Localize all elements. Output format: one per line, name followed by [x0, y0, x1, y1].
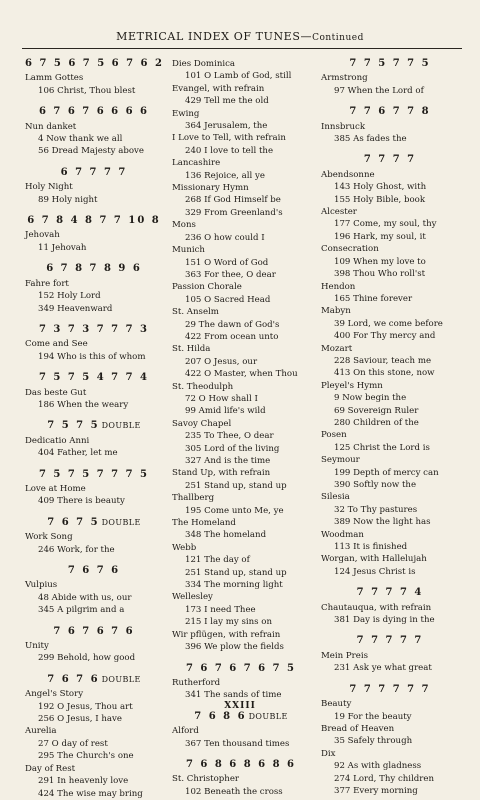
hymn-entry: 106 Christ, Thou blest	[38, 85, 136, 96]
tune-name: Worgan, with Hallelujah	[321, 554, 427, 565]
hymn-entry: 345 A pilgrim and a	[38, 605, 125, 616]
hymn-entry: 92 As with gladness	[334, 761, 422, 772]
meter-heading	[321, 106, 459, 118]
hymn-entry: 56 Dread Majesty above	[38, 146, 144, 157]
tune-name: Unity	[25, 641, 49, 652]
hymn-entry: 268 If God Himself be	[185, 195, 281, 206]
hymn-entry: 125 Christ the Lord is	[334, 442, 430, 453]
meter-numbers: 7 7 6 7 7 8	[349, 106, 431, 118]
meter-heading	[25, 469, 163, 481]
tune-name: Wellesley	[172, 592, 213, 603]
meter-heading	[25, 167, 163, 179]
hymn-entry: 69 Sovereign Ruler	[334, 405, 419, 416]
hymn-entry: 11 Jehovah	[38, 242, 87, 253]
meter-heading	[25, 420, 163, 432]
index-column-3	[321, 58, 459, 797]
tune-name: Lamm Gottes	[25, 73, 84, 84]
index-column-1	[25, 58, 163, 800]
hymn-entry: 207 O Jesus, our	[185, 356, 258, 367]
hymn-entry: 413 On this stone, now	[334, 368, 435, 379]
continued-label: Continued	[312, 33, 364, 43]
hymn-entry: 236 O how could I	[185, 232, 265, 243]
hymn-entry: 377 Every morning	[334, 785, 418, 796]
tune-name: Alford	[172, 726, 199, 737]
hymn-entry: 381 Day is dying in the	[334, 615, 435, 626]
tune-name: Seymour	[321, 455, 360, 466]
page-number: XXIII	[224, 701, 256, 711]
hymn-entry: 389 Now the light has	[334, 517, 431, 528]
hymn-entry: 192 O Jesus, Thou art	[38, 701, 133, 712]
hymn-entry: 4 Now thank we all	[38, 134, 123, 145]
hymn-entry: 305 Lord of the living	[185, 443, 280, 454]
hymn-entry: 251 Stand up, stand up	[185, 480, 287, 491]
tune-name: Passion Chorale	[172, 282, 242, 293]
hymn-entry: 385 As fades the	[334, 134, 407, 145]
tune-name: St. Anselm	[172, 307, 219, 318]
meter-double-label: DOUBLE	[101, 517, 141, 527]
hymn-entry: 196 Hark, my soul, it	[334, 231, 426, 242]
meter-numbers: 7 6 8 6 8 6 8 6	[185, 758, 297, 770]
tune-name: Evangel, with refrain	[172, 83, 265, 94]
meter-heading	[172, 663, 310, 675]
meter-heading	[321, 587, 459, 599]
hymn-entry: 177 Come, my soul, thy	[334, 219, 437, 230]
tune-name: Consecration	[321, 244, 379, 255]
meter-heading	[25, 372, 163, 384]
tune-name: Savoy Chapel	[172, 418, 232, 429]
tune-name: Webb	[172, 542, 197, 553]
hymn-entry: 124 Jesus Christ is	[334, 566, 416, 577]
tune-name: Nun danket	[25, 121, 77, 132]
hymn-entry: 228 Saviour, teach me	[334, 355, 432, 366]
hymn-entry: 390 Softly now the	[334, 480, 417, 490]
tune-name: Wir pflügen, with refrain	[172, 629, 281, 640]
tune-name: Lancashire	[172, 158, 221, 169]
hymn-entry: 215 I lay my sins on	[185, 617, 272, 628]
hymn-entry: 280 Children of the	[334, 417, 419, 428]
hymn-entry: 251 Stand up, stand up	[185, 567, 287, 578]
hymn-entry: 424 The wise may bring	[38, 788, 143, 799]
tune-name: Holy Night	[25, 182, 73, 193]
hymn-entry: 151 O Word of God	[185, 257, 269, 268]
meter-double-label: DOUBLE	[101, 674, 141, 684]
meter-numbers: 7 7 7 7 7	[356, 635, 424, 647]
tune-name: Das beste Gut	[25, 387, 87, 398]
meter-heading	[321, 684, 459, 696]
hymn-entry: 364 Jerusalem, the	[185, 121, 268, 132]
hymn-entry: 9 Now begin the	[334, 393, 407, 404]
tune-name: Abendsonne	[321, 169, 375, 180]
hymn-entry: 27 O day of rest	[38, 738, 108, 749]
tune-name: The Homeland	[172, 518, 236, 529]
hymn-entry: 429 Tell me the old	[185, 96, 269, 107]
tune-name: Come and See	[25, 339, 88, 350]
meter-numbers: 6 7 8 4 8 7 7 10 8	[27, 215, 161, 227]
tune-name: Mozart	[321, 343, 353, 354]
hymn-entry: 235 To Thee, O dear	[185, 431, 274, 442]
tune-name: St. Hilda	[172, 344, 211, 355]
meter-numbers: 6 7 7 7 7	[60, 166, 128, 178]
tune-name: Armstrong	[321, 73, 368, 84]
hymn-entry: 194 Who is this of whom	[38, 351, 146, 362]
tune-name: Silesia	[321, 492, 350, 503]
hymn-entry: 363 For thee, O dear	[185, 269, 276, 280]
tune-name: Pleyel's Hymn	[321, 380, 383, 391]
tune-name: Dix	[321, 748, 336, 759]
meter-heading	[25, 324, 163, 336]
meter-numbers: 7 7 7 7 4	[356, 587, 424, 599]
hymn-entry: 367 Ten thousand times	[185, 738, 290, 749]
meter-heading	[321, 635, 459, 647]
hymn-entry: 291 In heavenly love	[38, 776, 129, 787]
hymn-entry: 39 Lord, we come before	[334, 318, 443, 329]
tune-name: Thallberg	[172, 493, 215, 504]
hymn-entry: 89 Holy night	[38, 194, 98, 205]
hymn-entry: 29 The dawn of God's	[185, 319, 280, 330]
hymn-entry: 155 Holy Bible, book	[334, 194, 426, 205]
meter-numbers: 7 5 7 5 4 7 7 4	[38, 372, 150, 384]
tune-name: Love at Home	[25, 483, 86, 494]
meter-heading	[172, 759, 310, 771]
hymn-entry: 299 Behold, how good	[38, 653, 136, 664]
hymn-entry: 199 Depth of mercy can	[334, 467, 439, 478]
tune-name: Work Song	[25, 532, 73, 543]
tune-name: Alcester	[321, 207, 357, 218]
hymn-entry: 32 To Thy pastures	[334, 504, 418, 515]
tune-name: Hendon	[321, 281, 356, 292]
hymn-entry: 186 When the weary	[38, 399, 129, 410]
hymn-entry: 97 When the Lord of	[334, 85, 424, 96]
meter-numbers: 7 6 7 6 7 6 7 5	[185, 662, 297, 674]
hymn-entry: 19 For the beauty	[334, 711, 412, 722]
tune-name: Dedicatio Anni	[25, 435, 90, 446]
tune-name: Ewing	[172, 108, 200, 119]
tune-name: Missionary Hymn	[172, 183, 249, 194]
tune-name: Day of Rest	[25, 763, 76, 774]
meter-numbers: 7 6 7 6 7 6	[53, 625, 135, 637]
meter-heading	[25, 58, 163, 70]
index-column-2	[172, 58, 310, 798]
tune-name: Rutherford	[172, 677, 221, 688]
hymn-entry: 398 Thou Who roll'st	[334, 269, 426, 280]
meter-heading	[25, 626, 163, 638]
meter-heading	[321, 58, 459, 70]
meter-heading	[321, 154, 459, 166]
tune-name: Stand Up, with refrain	[172, 468, 271, 479]
hymn-entry: 400 For Thy mercy and	[334, 331, 436, 342]
meter-numbers: 7 6 8 6	[194, 710, 247, 722]
header-rule	[22, 48, 462, 49]
hymn-entry: 327 And is the time	[185, 456, 271, 466]
hymn-entry: 99 Amid life's wild	[185, 406, 266, 417]
meter-numbers: 7 6 7 6	[47, 673, 100, 685]
meter-heading	[25, 517, 163, 529]
hymn-entry: 341 The sands of time	[185, 690, 282, 701]
hymn-entry: 35 Safely through	[334, 736, 413, 747]
meter-heading	[25, 263, 163, 275]
hymn-entry: 105 O Sacred Head	[185, 294, 271, 305]
hymn-entry: 404 Father, let me	[38, 448, 118, 459]
meter-numbers: 6 7 6 7 6 6 6 6	[38, 106, 150, 118]
hymn-entry: 329 From Greenland's	[185, 207, 283, 218]
hymn-entry: 136 Rejoice, all ye	[185, 170, 265, 181]
hymn-entry: 101 O Lamb of God, still	[185, 71, 292, 82]
hymn-entry: 348 The homeland	[185, 530, 267, 541]
hymn-entry: 152 Holy Lord	[38, 291, 101, 302]
tune-name: St. Christopher	[172, 774, 240, 785]
tune-name: Fahre fort	[25, 278, 69, 289]
tune-name: Mein Preis	[321, 650, 369, 661]
hymn-entry: 396 We plow the fields	[185, 642, 284, 653]
tune-name: Vulpius	[25, 580, 58, 591]
meter-numbers: 7 3 7 3 7 7 7 3	[38, 323, 150, 335]
hymn-entry: 121 The day of	[185, 555, 250, 566]
meter-double-label: DOUBLE	[248, 711, 288, 721]
hymn-entry: 409 There is beauty	[38, 496, 125, 507]
hymn-entry: 256 O Jesus, I have	[38, 714, 122, 725]
meter-numbers: 6 7 8 7 8 9 6	[46, 263, 142, 275]
meter-heading	[25, 565, 163, 577]
hymn-entry: 246 Work, for the	[38, 544, 115, 555]
hymn-entry: 143 Holy Ghost, with	[334, 182, 427, 193]
hymn-entry: 349 Heavenward	[38, 303, 113, 314]
hymn-entry: 422 From ocean unto	[185, 331, 279, 342]
tune-name: Mons	[172, 220, 196, 231]
tune-name: Mabyn	[321, 306, 351, 317]
tune-name: Posen	[321, 430, 347, 441]
page-header	[0, 30, 480, 43]
meter-numbers: 7 7 7 7 7 7	[349, 683, 431, 695]
tune-name: Dies Dominica	[172, 59, 236, 69]
hymn-entry: 295 The Church's one	[38, 751, 134, 762]
hymn-entry: 72 O How shall I	[185, 393, 258, 404]
tune-name: Innsbruck	[321, 121, 366, 132]
tune-name: Chautauqua, with refrain	[321, 602, 432, 613]
page-title: METRICAL INDEX OF TUNES—	[116, 30, 313, 43]
hymn-entry: 173 I need Thee	[185, 604, 256, 615]
tune-name: Jehovah	[25, 230, 60, 241]
tune-name: St. Theodulph	[172, 381, 234, 392]
tune-name: Beauty	[321, 699, 352, 710]
hymn-entry: 231 Ask ye what great	[334, 663, 432, 674]
meter-numbers: 7 6 7 5	[47, 516, 100, 528]
tune-name: Munich	[172, 245, 205, 256]
tune-name: Angel's Story	[25, 689, 84, 700]
hymn-entry: 422 O Master, when Thou	[185, 369, 298, 380]
hymn-entry: 240 I love to tell the	[185, 145, 274, 156]
meter-numbers: 7 7 5 7 7 5	[349, 58, 431, 69]
hymn-entry: 48 Abide with us, our	[38, 592, 132, 603]
meter-heading	[25, 674, 163, 686]
meter-double-label: DOUBLE	[101, 421, 141, 431]
hymn-entry: 113 It is finished	[334, 542, 408, 553]
meter-numbers: 7 7 7 7	[363, 154, 417, 166]
hymn-entry: 274 Lord, Thy children	[334, 773, 435, 784]
meter-heading	[172, 711, 310, 723]
hymn-entry: 334 The morning light	[185, 580, 283, 591]
tune-name: Bread of Heaven	[321, 723, 395, 734]
tune-name: I Love to Tell, with refrain	[172, 133, 286, 144]
meter-numbers: 7 6 7 6	[67, 565, 121, 576]
hymn-entry: 109 When my love to	[334, 256, 426, 267]
meter-numbers: 7 5 7 5	[47, 420, 100, 432]
meter-numbers: 6 7 5 6 7 5 6 7 6 2	[25, 58, 164, 69]
tune-name: Aurelia	[25, 726, 57, 737]
tune-name: Woodman	[321, 529, 364, 540]
meter-heading	[25, 106, 163, 118]
hymn-entry: 165 Thine forever	[334, 293, 413, 304]
meter-heading	[25, 215, 163, 227]
meter-numbers: 7 5 7 5 7 7 7 5	[38, 468, 150, 480]
hymn-entry: 195 Come unto Me, ye	[185, 505, 284, 516]
hymn-entry: 102 Beneath the cross	[185, 786, 283, 797]
